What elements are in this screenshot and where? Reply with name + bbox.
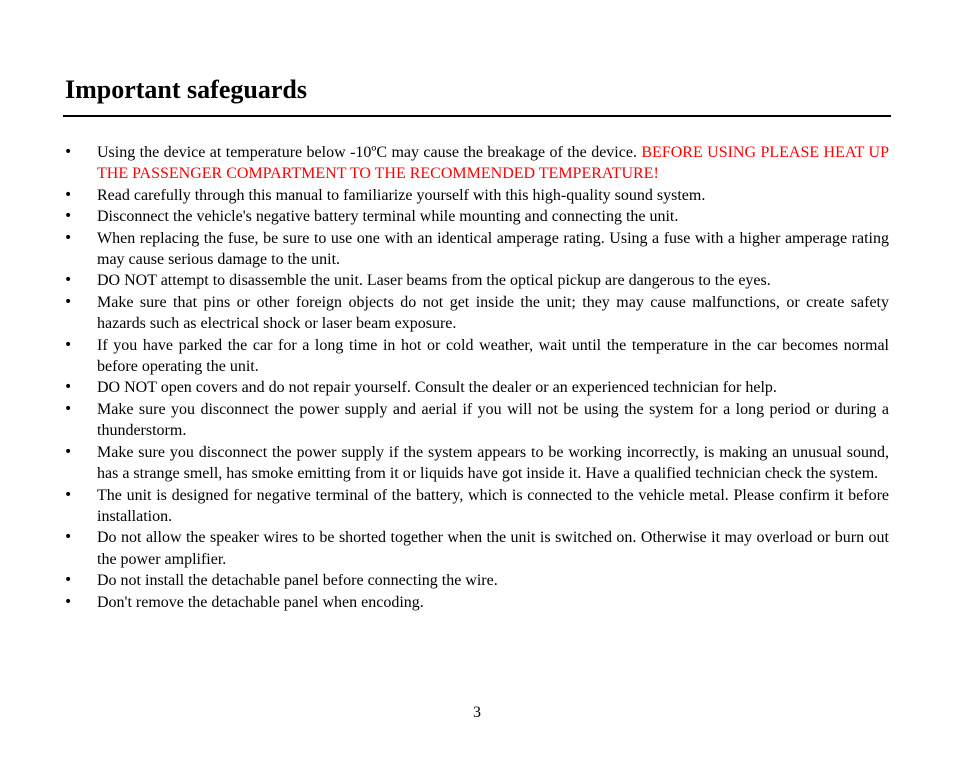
bullet-icon: • (64, 379, 73, 396)
list-item (0, 206, 889, 227)
item-text: If you have parked the car for a long time in hot or cold weather, wait until the temperature in the car becomes normal before operating the unit. (97, 336, 889, 376)
list-item (0, 527, 889, 570)
item-text: DO NOT attempt to disassemble the unit. Laser beams from the optical pickup are dangerous to the eyes. (97, 272, 771, 290)
list-item (0, 399, 889, 442)
item-text: Disconnect the vehicle's negative battery terminal while mounting and connecting the unit. (97, 208, 679, 226)
item-text: Do not install the detachable panel before connecting the wire. (97, 572, 498, 590)
bullet-icon: • (64, 293, 73, 310)
item-text: Do not allow the speaker wires to be shorted together when the unit is switched on. Otherwise it may overload or burn out the power amplifier. (97, 529, 889, 568)
item-text: Make sure you disconnect the power supply if the system appears to be working incorrectly, is making an unusual sound, has a strange smell, has smoke emitting from it or liquids have got inside it. Have a qualified technician check the system. (97, 443, 889, 483)
item-text: The unit is designed for negative terminal of the battery, which is connected to the vehicle metal. Please confirm it before installation. (97, 486, 889, 525)
list-item (0, 142, 889, 185)
bullet-icon: • (64, 186, 73, 203)
item-text: Read carefully through this manual to familiarize yourself with this high-quality sound system. (97, 186, 706, 204)
bullet-icon: • (64, 486, 73, 503)
bullet-icon: • (64, 400, 73, 417)
list-item (0, 570, 889, 591)
list-item (0, 377, 889, 398)
bullet-icon: • (64, 572, 73, 589)
list-item (0, 270, 889, 291)
list-item (0, 335, 889, 378)
item-text: Make sure you disconnect the power supply and aerial if you will not be using the system for a long period or during a thunderstorm. (97, 400, 889, 440)
item-text: When replacing the fuse, be sure to use one with an identical amperage rating. Using a fuse with a higher amperage rating may cause serious damage to the unit. (97, 229, 889, 269)
page-title: Important safeguards (65, 75, 307, 104)
warning-text: BEFORE USING PLEASE HEAT UP THE PASSENGER COMPARTMENT TO THE RECOMMENDED TEMPERATURE! (97, 144, 890, 183)
item-text: Don't remove the detachable panel when encoding. (97, 593, 424, 611)
bullet-icon: • (64, 529, 73, 546)
list-item (0, 442, 889, 485)
bullet-icon: • (64, 272, 73, 289)
title-divider (63, 115, 891, 117)
safeguards-list (0, 142, 954, 613)
bullet-icon: • (64, 229, 73, 246)
item-text: Using the device at temperature below -10ºC may cause the breakage of the device. (97, 144, 642, 161)
bullet-icon: • (64, 208, 73, 225)
list-item (0, 228, 889, 271)
list-item (0, 592, 889, 613)
bullet-icon: • (64, 336, 73, 353)
list-item (0, 485, 889, 528)
bullet-icon: • (64, 144, 73, 160)
bullet-icon: • (64, 443, 73, 460)
item-text: DO NOT open covers and do not repair yourself. Consult the dealer or an experienced technician for help. (97, 379, 777, 397)
page-number: 3 (473, 704, 481, 721)
list-item (0, 185, 889, 206)
item-text: Make sure that pins or other foreign objects do not get inside the unit; they may cause malfunctions, or create safety hazards such as electrical shock or laser beam exposure. (97, 293, 889, 333)
bullet-icon: • (64, 593, 73, 610)
list-item (0, 292, 889, 335)
